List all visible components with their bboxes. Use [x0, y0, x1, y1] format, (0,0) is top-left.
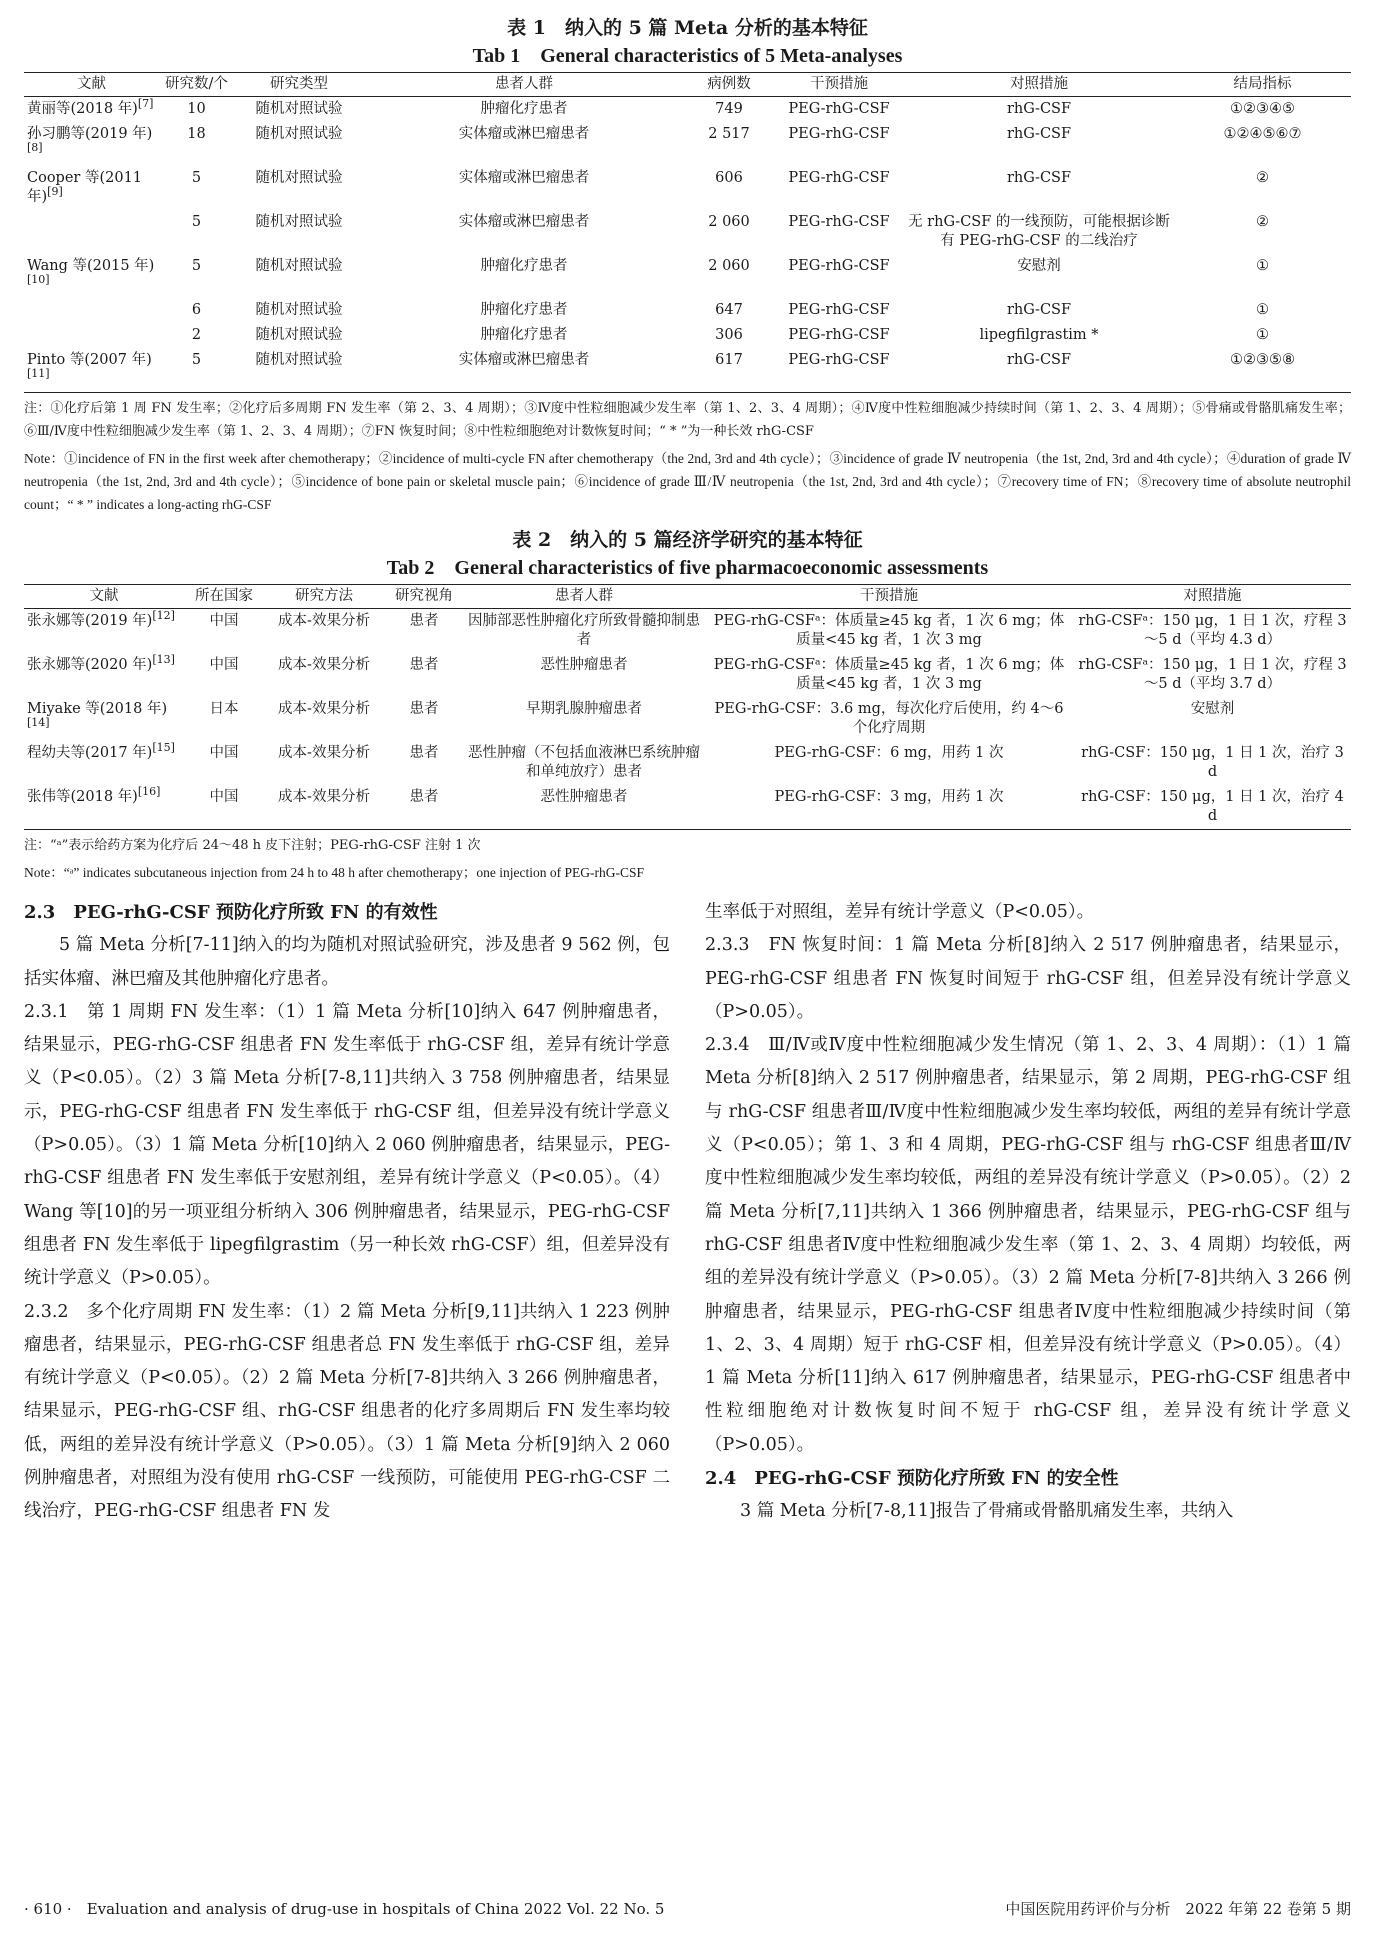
column-header: 研究方法 — [264, 585, 384, 609]
table-cell — [184, 697, 264, 741]
body-right-column — [705, 896, 1351, 1529]
cell-text: 恶性肿瘤（不包括血液淋巴系统肿瘤和单纯放疗）患者 — [468, 745, 700, 780]
cell-text: 患者 — [409, 701, 439, 717]
table-cell — [464, 697, 704, 741]
table-cell — [774, 166, 904, 210]
table-cell — [684, 210, 774, 254]
column-header: 研究视角 — [384, 585, 464, 609]
table-cell — [24, 122, 159, 166]
table-cell — [184, 609, 264, 654]
table-cell — [234, 254, 364, 298]
column-header: 研究数/个 — [159, 73, 234, 97]
table-cell — [1174, 166, 1351, 210]
table2-body — [24, 609, 1351, 830]
cell-text: ① — [1256, 302, 1269, 318]
cell-text: 随机对照试验 — [255, 170, 343, 186]
table-cell — [159, 97, 234, 123]
cell-text: PEG-rhG-CSF：3 mg，用药 1 次 — [774, 789, 1004, 805]
cell-text: 因肺部恶性肿瘤化疗所致骨髓抑制患者 — [468, 613, 700, 648]
body-columns — [24, 896, 1351, 1529]
cell-text: 肿瘤化疗患者 — [480, 258, 568, 274]
cell-text: 实体瘤或淋巴瘤患者 — [458, 214, 590, 230]
page-footer — [24, 1898, 1351, 1919]
cell-text: PEG-rhG-CSF — [788, 327, 890, 343]
table-row — [24, 697, 1351, 741]
cell-text: 早期乳腺肿瘤患者 — [526, 701, 642, 717]
table-cell — [234, 210, 364, 254]
table-cell — [24, 653, 184, 697]
table-cell — [1174, 254, 1351, 298]
cell-text: 中国 — [209, 745, 239, 761]
table-cell — [704, 697, 1074, 741]
cell-text: 黄丽等(2018 年) — [27, 101, 138, 117]
table-row — [24, 254, 1351, 298]
table-cell — [24, 166, 159, 210]
cell-text: 随机对照试验 — [255, 126, 343, 142]
table-cell — [159, 166, 234, 210]
table-cell — [684, 122, 774, 166]
cell-text: ①②④⑤⑥⑦ — [1223, 126, 1302, 142]
table-cell — [24, 210, 159, 254]
footer-journal-cn: 中国医院用药评价与分析 2022 年第 22 卷第 5 期 — [1005, 1900, 1351, 1918]
cell-text: 肿瘤化疗患者 — [480, 327, 568, 343]
table-cell — [774, 348, 904, 393]
table-cell — [684, 166, 774, 210]
table-cell — [1074, 741, 1351, 785]
table-cell — [1074, 653, 1351, 697]
table-cell — [264, 697, 384, 741]
table-cell — [234, 348, 364, 393]
cell-text: Wang 等(2015 年) — [27, 258, 155, 274]
table1-caption-cn: 表 1 纳入的 5 篇 Meta 分析的基本特征 — [507, 17, 868, 39]
table-row — [24, 785, 1351, 830]
cell-text: 306 — [715, 327, 743, 343]
cell-text: 随机对照试验 — [255, 302, 343, 318]
table-cell — [464, 653, 704, 697]
cell-text: 2 060 — [708, 258, 750, 274]
section-heading: 2.4 PEG-rhG-CSF 预防化疗所致 FN 的安全性 — [705, 1468, 1119, 1490]
cell-text: 张伟等(2018 年) — [27, 789, 138, 805]
cell-text: 647 — [715, 302, 743, 318]
table-cell — [684, 348, 774, 393]
body-paragraph: 5 篇 Meta 分析[7-11]纳入的均为随机对照试验研究，涉及患者 9 562 例，包括实体瘤、淋巴瘤及其他肿瘤化疗患者。 — [24, 935, 670, 989]
cell-text: rhG-CSFᵃ：150 μg，1 日 1 次，疗程 3～5 d（平均 4.3 d） — [1078, 613, 1347, 648]
cell-text: 5 — [191, 258, 202, 274]
table-cell — [464, 785, 704, 830]
table-cell — [24, 741, 184, 785]
table-cell — [234, 122, 364, 166]
table-cell — [184, 785, 264, 830]
table-cell — [464, 741, 704, 785]
table-cell — [159, 122, 234, 166]
column-header: 干预措施 — [774, 73, 904, 97]
cell-text: PEG-rhG-CSF：3.6 mg，每次化疗后使用，约 4～6 个化疗周期 — [714, 701, 1064, 736]
body-paragraph: 2.3.1 第 1 周期 FN 发生率：（1）1 篇 Meta 分析[10]纳入 647 例肿瘤患者，结果显示，PEG-rhG-CSF 组患者 FN 发生率低于 rhG-CSF 组，差异有统计学意义（P<0.05）。（2）3 篇 Meta 分析[7-8,11]共纳入 3 758 例肿瘤患者，结果显示，PEG-rhG-CSF 组患者 FN 发生率低于 rhG-CSF 组，但差异没有统计学意义（P>0.05）。（3）1 篇 Meta 分析[10]纳入 2 060 例肿瘤患者，结果显示，PEG-rhG-CSF 组患者 FN 发生率低于安慰剂组，差异有统计学意义（P<0.05）。（4）Wang 等[10]的另一项亚组分析纳入 306 例肿瘤患者，结果显示，PEG-rhG-CSF 组患者 FN 发生率低于 lipegfilgrastim（另一种长效 rhG-CSF）组，但差异没有统计学意义（P>0.05）。 — [24, 1001, 670, 1289]
body-paragraph: 2.3.4 Ⅲ/Ⅳ或Ⅳ度中性粒细胞减少发生情况（第 1、2、3、4 周期）：（1）1 篇 Meta 分析[8]纳入 2 517 例肿瘤患者，结果显示，第 2 周期，PEG-rhG-CSF 组与 rhG-CSF 组患者Ⅲ/Ⅳ度中性粒细胞减少发生率均较低，两组的差异有统计学意义（P<0.05）；第 1、3 和 4 周期，PEG-rhG-CSF 组与 rhG-CSF 组患者Ⅲ/Ⅳ度中性粒细胞减少发生率均较低，两组的差异没有统计学意义（P>0.05）。（2）2 篇 Meta 分析[7,11]共纳入 1 366 例肿瘤患者，结果显示，PEG-rhG-CSF 组与 rhG-CSF 组患者Ⅳ度中性粒细胞减少发生率（第 1、2、3、4 周期）均较低，两组的差异没有统计学意义（P>0.05）。（3）2 篇 Meta 分析[7-8]共纳入 3 266 例肿瘤患者，结果显示，PEG-rhG-CSF 组患者Ⅳ度中性粒细胞减少持续时间（第 1、2、3、4 周期）短于 rhG-CSF 相，但差异没有统计学意义（P>0.05）。（4）1 篇 Meta 分析[11]纳入 617 例肿瘤患者，结果显示，PEG-rhG-CSF 组患者中性粒细胞绝对计数恢复时间不短于 rhG-CSF 组，差异没有统计学意义（P>0.05）。 — [705, 1035, 1351, 1455]
table-cell — [1074, 609, 1351, 654]
cell-text: 2 517 — [708, 126, 750, 142]
cell-text: 5 — [191, 352, 202, 368]
cell-text: rhG-CSF — [1006, 352, 1072, 368]
table-cell — [364, 97, 684, 123]
cell-text: PEG-rhG-CSF — [788, 126, 890, 142]
footer-journal-en: · 610 · Evaluation and analysis of drug-use in hospitals of China 2022 Vol. 22 No. 5 — [24, 1900, 665, 1918]
table-cell — [684, 323, 774, 348]
table-cell — [234, 166, 364, 210]
table-row — [24, 122, 1351, 166]
cell-text: 成本-效果分析 — [278, 657, 370, 673]
body-left-column — [24, 896, 670, 1529]
table2-caption-en: Tab 2 General characteristics of five pharmacoeconomic assessments — [386, 557, 989, 579]
column-header: 患者人群 — [464, 585, 704, 609]
cell-text: 5 — [191, 214, 202, 230]
table-cell — [1174, 210, 1351, 254]
table-cell — [704, 653, 1074, 697]
table-cell — [684, 298, 774, 323]
table-cell — [1074, 697, 1351, 741]
column-header: 患者人群 — [364, 73, 684, 97]
cell-text: 成本-效果分析 — [278, 789, 370, 805]
table-cell — [24, 323, 159, 348]
cell-text: 日本 — [209, 701, 239, 717]
table2 — [24, 584, 1351, 830]
table-cell — [159, 348, 234, 393]
table-cell — [904, 210, 1174, 254]
table-cell — [384, 609, 464, 654]
table-cell — [384, 653, 464, 697]
table-cell — [24, 609, 184, 654]
cell-text: PEG-rhG-CSF — [788, 170, 890, 186]
table-cell — [684, 254, 774, 298]
cell-text: 无 rhG-CSF 的一线预防，可能根据诊断有 PEG-rhG-CSF 的二线治疗 — [908, 214, 1170, 249]
column-header: 干预措施 — [704, 585, 1074, 609]
table-cell — [774, 254, 904, 298]
cell-text: 安慰剂 — [1190, 701, 1235, 717]
table-cell — [774, 122, 904, 166]
cell-text: 成本-效果分析 — [278, 613, 370, 629]
table-cell — [24, 97, 159, 123]
cell-text: rhG-CSF — [1006, 101, 1072, 117]
cell-text: rhG-CSFᵃ：150 μg，1 日 1 次，疗程 3～5 d（平均 3.7 d） — [1078, 657, 1347, 692]
table-cell — [904, 298, 1174, 323]
cell-text: PEG-rhG-CSF — [788, 302, 890, 318]
table-cell — [774, 323, 904, 348]
table-cell — [264, 785, 384, 830]
table2-note-en: Note：“ᵃ” indicates subcutaneous injection from 24 h to 48 h after chemotherapy；one injection of PEG-rhG-CSF — [24, 865, 645, 880]
cell-text: ① — [1256, 327, 1269, 343]
table-cell — [24, 785, 184, 830]
cell-text: 孙习鹏等(2019 年) — [27, 126, 153, 142]
citation-ref: [7] — [137, 97, 154, 111]
cell-text: 实体瘤或淋巴瘤患者 — [458, 352, 590, 368]
cell-text: ② — [1256, 214, 1269, 230]
table-cell — [234, 298, 364, 323]
cell-text: Pinto 等(2007 年) — [27, 352, 152, 368]
cell-text: 2 — [191, 327, 202, 343]
cell-text: 5 — [191, 170, 202, 186]
table-cell — [1174, 298, 1351, 323]
table-cell — [159, 254, 234, 298]
table-cell — [774, 298, 904, 323]
table-row — [24, 166, 1351, 210]
table-cell — [234, 323, 364, 348]
cell-text: 患者 — [409, 789, 439, 805]
table2-header-row — [24, 585, 1351, 609]
table-row — [24, 653, 1351, 697]
cell-text: PEG-rhG-CSFᵃ：体质量≥45 kg 者，1 次 6 mg；体质量<45 kg 者，1 次 3 mg — [713, 657, 1065, 692]
table-row — [24, 609, 1351, 654]
citation-ref: [12] — [152, 609, 175, 623]
table-row — [24, 97, 1351, 123]
cell-text: 患者 — [409, 657, 439, 673]
citation-ref: [15] — [152, 741, 175, 755]
cell-text: Cooper 等(2011 年) — [27, 170, 143, 205]
citation-ref: [11] — [27, 367, 50, 381]
cell-text: 张永娜等(2020 年) — [27, 657, 153, 673]
cell-text: 肿瘤化疗患者 — [480, 101, 568, 117]
table1-note-cn: 注：①化疗后第 1 周 FN 发生率；②化疗后多周期 FN 发生率（第 2、3、4 周期）；③Ⅳ度中性粒细胞减少发生率（第 1、2、3、4 周期）；④Ⅳ度中性粒细胞减少持续时间（第 1、2、3、4 周期）；⑤骨痛或骨骼肌痛发生率；⑥Ⅲ/Ⅳ度中性粒细胞减少发生率（第 1、2、3、4 周期）；⑦FN 恢复时间；⑧中性粒细胞绝对计数恢复时间；“ * ”为一种长效 rhG-CSF — [24, 401, 1351, 439]
cell-text: 患者 — [409, 745, 439, 761]
column-header: 病例数 — [684, 73, 774, 97]
table-cell — [1174, 97, 1351, 123]
cell-text: 617 — [715, 352, 743, 368]
table-cell — [1074, 785, 1351, 830]
table-cell — [904, 348, 1174, 393]
table-cell — [704, 785, 1074, 830]
cell-text: 随机对照试验 — [255, 327, 343, 343]
cell-text: 随机对照试验 — [255, 258, 343, 274]
citation-ref: [8] — [27, 141, 43, 155]
cell-text: PEG-rhG-CSF：6 mg，用药 1 次 — [774, 745, 1004, 761]
cell-text: 随机对照试验 — [255, 101, 343, 117]
cell-text: 实体瘤或淋巴瘤患者 — [458, 126, 590, 142]
cell-text: 中国 — [209, 657, 239, 673]
cell-text: 中国 — [209, 613, 239, 629]
table-cell — [264, 653, 384, 697]
cell-text: 2 060 — [708, 214, 750, 230]
cell-text: rhG-CSF — [1006, 170, 1072, 186]
table1-caption-en: Tab 1 General characteristics of 5 Meta-analyses — [472, 45, 903, 67]
column-header: 对照措施 — [1074, 585, 1351, 609]
table-row — [24, 741, 1351, 785]
column-header: 研究类型 — [234, 73, 364, 97]
table-cell — [364, 166, 684, 210]
section-heading: 2.3 PEG-rhG-CSF 预防化疗所致 FN 的有效性 — [24, 902, 438, 923]
cell-text: rhG-CSF：150 μg，1 日 1 次，治疗 3 d — [1081, 745, 1344, 780]
cell-text: PEG-rhG-CSFᵃ：体质量≥45 kg 者，1 次 6 mg；体质量<45 kg 者，1 次 3 mg — [713, 613, 1065, 648]
table-cell — [364, 210, 684, 254]
cell-text: 10 — [187, 101, 206, 117]
table-cell — [159, 210, 234, 254]
column-header: 文献 — [24, 585, 184, 609]
cell-text: ①②③④⑤ — [1230, 101, 1295, 117]
table-cell — [384, 697, 464, 741]
table-cell — [364, 254, 684, 298]
table-cell — [184, 741, 264, 785]
column-header: 对照措施 — [904, 73, 1174, 97]
cell-text: 606 — [715, 170, 743, 186]
citation-ref: [13] — [152, 653, 175, 667]
cell-text: 成本-效果分析 — [278, 745, 370, 761]
table-cell — [904, 97, 1174, 123]
table-cell — [24, 348, 159, 393]
cell-text: PEG-rhG-CSF — [788, 214, 890, 230]
table-cell — [24, 697, 184, 741]
table1 — [24, 72, 1351, 393]
citation-ref: [16] — [137, 785, 161, 799]
table-cell — [364, 298, 684, 323]
citation-ref: [14] — [27, 716, 50, 730]
table-cell — [704, 741, 1074, 785]
cell-text: ①②③⑤⑧ — [1230, 352, 1295, 368]
cell-text: rhG-CSF — [1006, 302, 1072, 318]
cell-text: 中国 — [209, 789, 239, 805]
cell-text: 随机对照试验 — [255, 214, 343, 230]
table-cell — [1174, 348, 1351, 393]
table-cell — [684, 97, 774, 123]
body-paragraph: 2.3.2 多个化疗周期 FN 发生率：（1）2 篇 Meta 分析[9,11]共纳入 1 223 例肿瘤患者，结果显示，PEG-rhG-CSF 组患者总 FN 发生率低于 rhG-CSF 组，差异有统计学意义（P<0.05）。（2）2 篇 Meta 分析[7-8]共纳入 3 266 例肿瘤患者，结果显示，PEG-rhG-CSF 组、rhG-CSF 组患者的化疗多周期后 FN 发生率均较低，两组的差异没有统计学意义（P>0.05）。（3）1 篇 Meta 分析[9]纳入 2 060 例肿瘤患者，对照组为没有使用 rhG-CSF 一线预防，可能使用 PEG-rhG-CSF 二线治疗，PEG-rhG-CSF 组患者 FN 发 — [24, 1301, 670, 1522]
cell-text: rhG-CSF — [1006, 126, 1072, 142]
cell-text: 实体瘤或淋巴瘤患者 — [458, 170, 590, 186]
cell-text: 18 — [187, 126, 206, 142]
cell-text: rhG-CSF：150 μg，1 日 1 次，治疗 4 d — [1081, 789, 1344, 824]
column-header: 文献 — [24, 73, 159, 97]
table-cell — [904, 323, 1174, 348]
table-cell — [24, 298, 159, 323]
cell-text: PEG-rhG-CSF — [788, 101, 890, 117]
cell-text: lipegfilgrastim * — [979, 327, 1099, 343]
cell-text: 恶性肿瘤患者 — [540, 657, 628, 673]
table-row — [24, 323, 1351, 348]
table-row — [24, 210, 1351, 254]
table-cell — [904, 254, 1174, 298]
table1-header-row — [24, 73, 1351, 97]
cell-text: 随机对照试验 — [255, 352, 343, 368]
cell-text: 恶性肿瘤患者 — [540, 789, 628, 805]
citation-ref: [9] — [47, 185, 63, 199]
body-paragraph: 3 篇 Meta 分析[7-8,11]报告了骨痛或骨骼肌痛发生率，共纳入 — [740, 1501, 1234, 1522]
table-cell — [904, 122, 1174, 166]
table-row — [24, 298, 1351, 323]
table2-note-cn: 注：“ᵃ”表示给药方案为化疗后 24～48 h 皮下注射；PEG-rhG-CSF 注射 1 次 — [24, 838, 481, 853]
table1-note-en: Note：①incidence of FN in the first week after chemotherapy；②incidence of multi-cycle FN after chemotherapy（the 2nd, 3rd and 4th cycle）；③incidence of grade Ⅳ neutropenia（the 1st, 2nd, 3rd and 4th cycle）；④duration of grade Ⅳ neutropenia（the 1st, 2nd, 3rd and 4th cycle）；⑤incidence of bone pain or skeletal muscle pain；⑥incidence of grade Ⅲ/Ⅳ neutropenia（the 1st, 2nd, 3rd and 4th cycle）；⑦recovery time of FN；⑧recovery time of absolute neutrophil count；“ * ” indicates a long-acting rhG-CSF — [24, 451, 1351, 512]
cell-text: PEG-rhG-CSF — [788, 352, 890, 368]
body-paragraph: 2.3.3 FN 恢复时间：1 篇 Meta 分析[8]纳入 2 517 例肿瘤患者，结果显示，PEG-rhG-CSF 组患者 FN 恢复时间短于 rhG-CSF 组，但差异没有统计学意义（P>0.05）。 — [705, 935, 1351, 1022]
cell-text: 患者 — [409, 613, 439, 629]
table-cell — [364, 122, 684, 166]
cell-text: 安慰剂 — [1017, 258, 1061, 274]
table-cell — [904, 166, 1174, 210]
table-cell — [24, 254, 159, 298]
table-cell — [384, 741, 464, 785]
cell-text: PEG-rhG-CSF — [788, 258, 890, 274]
citation-ref: [10] — [27, 273, 50, 287]
column-header: 所在国家 — [184, 585, 264, 609]
cell-text: 程幼夫等(2017 年) — [27, 745, 153, 761]
table-cell — [264, 609, 384, 654]
cell-text: 成本-效果分析 — [278, 701, 370, 717]
table-cell — [159, 323, 234, 348]
cell-text: ① — [1256, 258, 1269, 274]
table-cell — [364, 348, 684, 393]
table-cell — [384, 785, 464, 830]
cell-text: ② — [1256, 170, 1269, 186]
table2-caption-cn: 表 2 纳入的 5 篇经济学研究的基本特征 — [512, 529, 863, 551]
table-cell — [774, 210, 904, 254]
table-row — [24, 348, 1351, 393]
table-cell — [704, 609, 1074, 654]
table1-body — [24, 97, 1351, 393]
cell-text: 6 — [191, 302, 202, 318]
cell-text: 肿瘤化疗患者 — [480, 302, 568, 318]
column-header: 结局指标 — [1174, 73, 1351, 97]
table-cell — [464, 609, 704, 654]
table-cell — [1174, 323, 1351, 348]
table-cell — [159, 298, 234, 323]
table-cell — [774, 97, 904, 123]
cell-text: 749 — [715, 101, 743, 117]
table-cell — [1174, 122, 1351, 166]
table-cell — [364, 323, 684, 348]
cell-text: 张永娜等(2019 年) — [27, 613, 153, 629]
paper-page — [24, 14, 1351, 1529]
body-paragraph: 生率低于对照组，差异有统计学意义（P<0.05）。 — [705, 902, 1095, 922]
table-cell — [264, 741, 384, 785]
cell-text: Miyake 等(2018 年) — [27, 701, 168, 717]
table-cell — [184, 653, 264, 697]
table-cell — [234, 97, 364, 123]
